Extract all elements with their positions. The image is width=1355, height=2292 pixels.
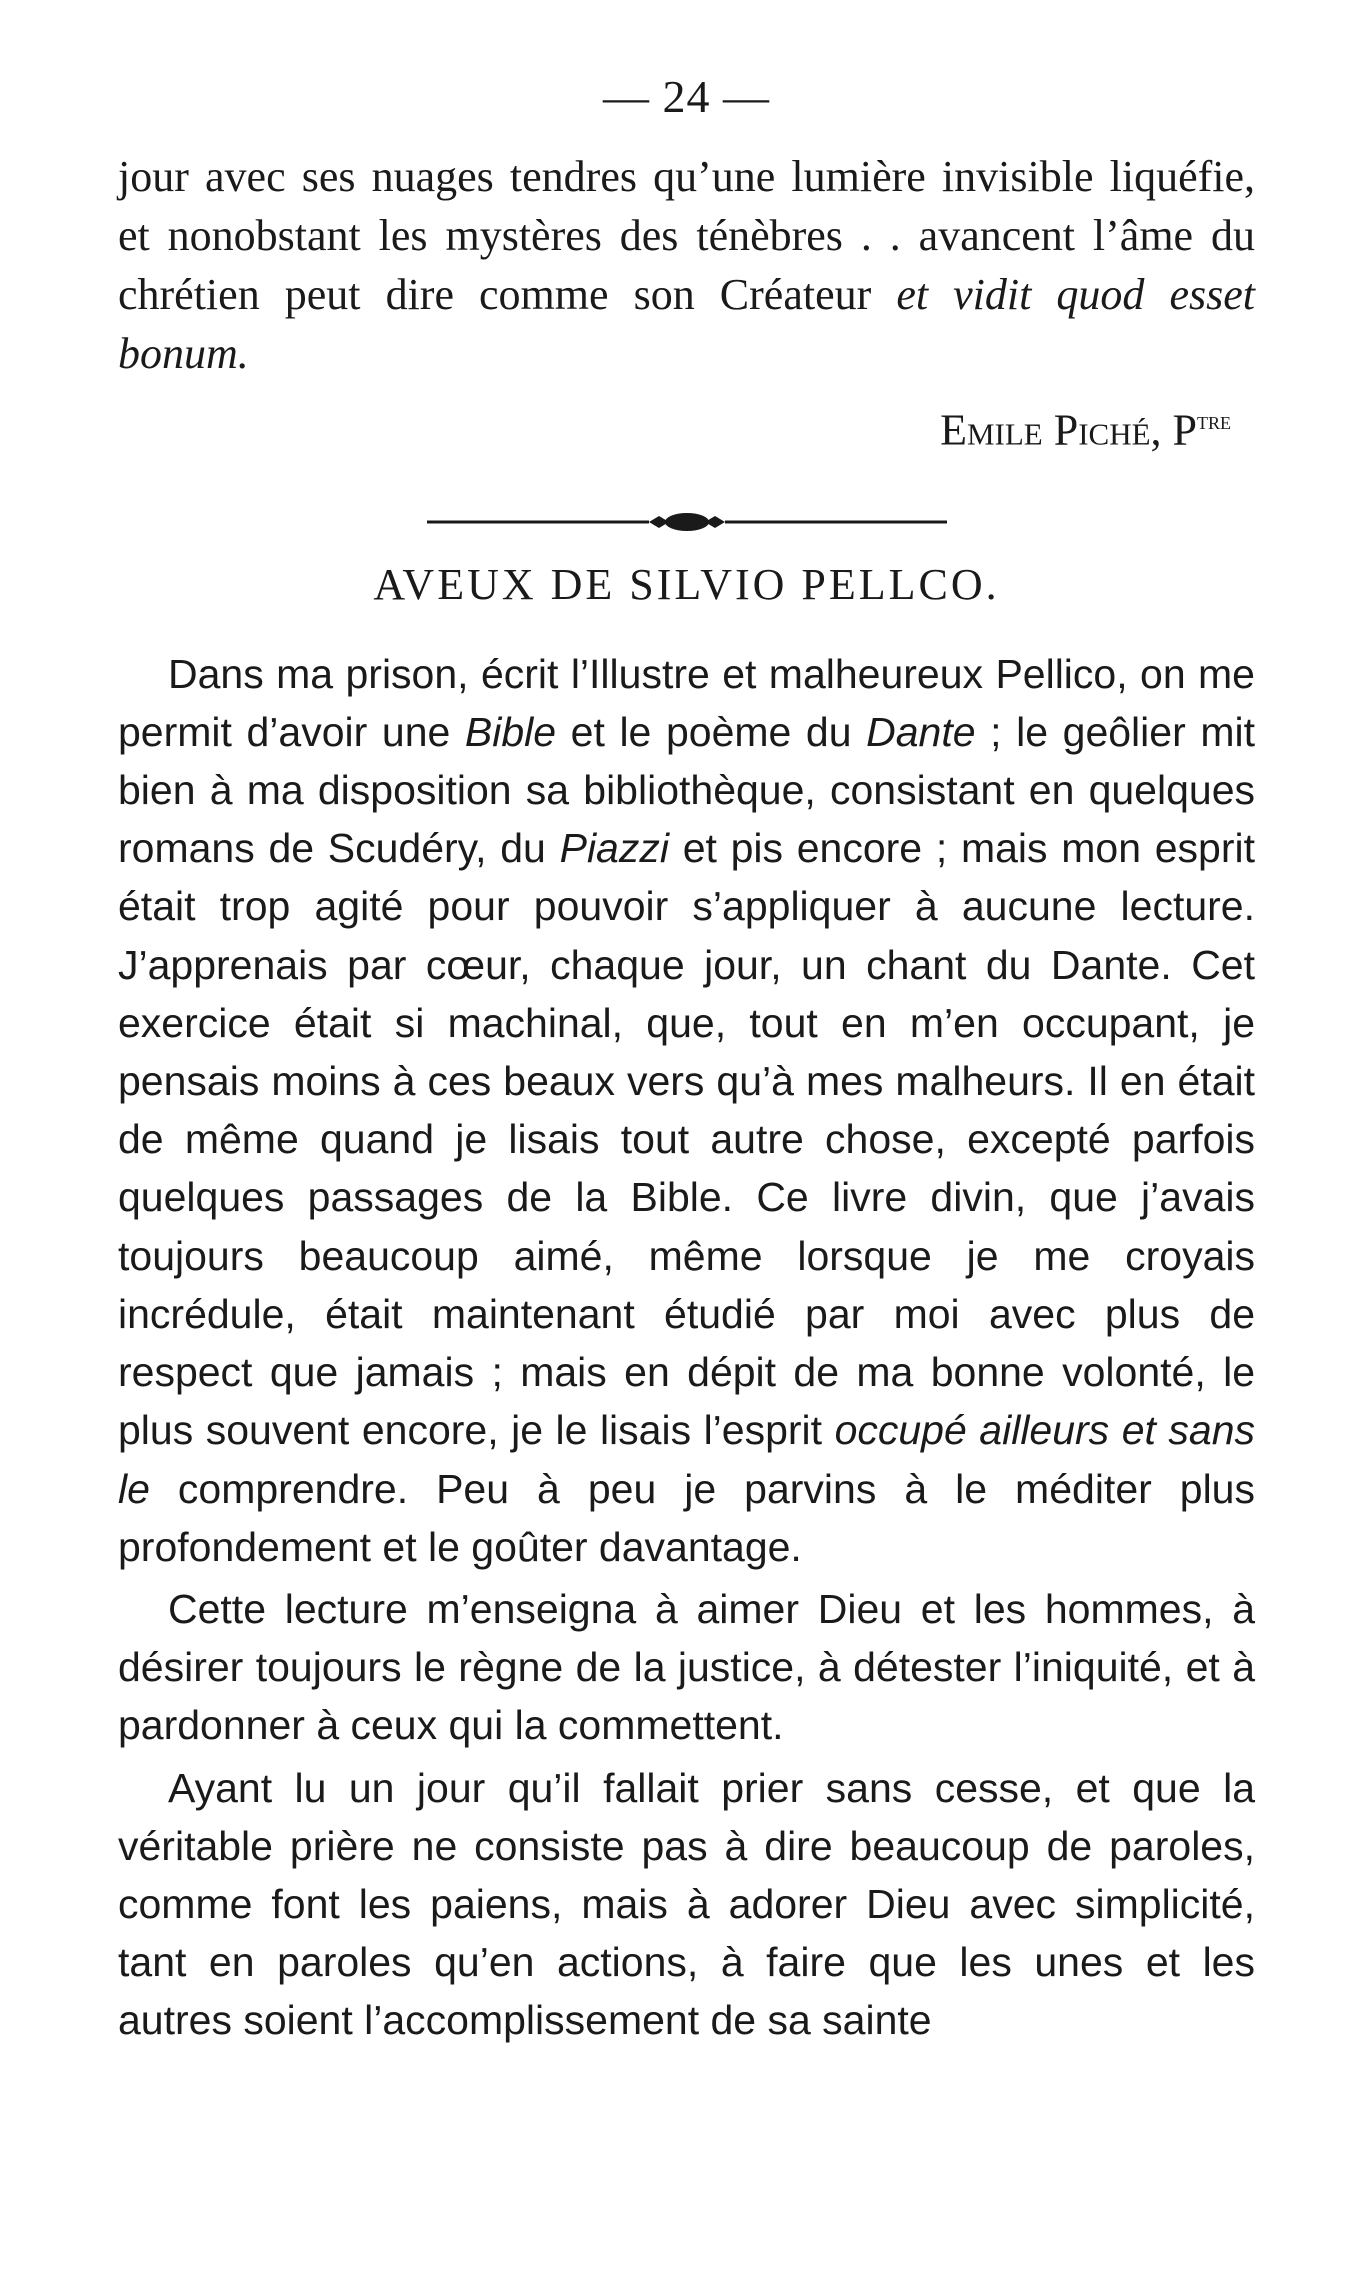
section-body [118,645,1255,2050]
italic-piazzi: Piazzi [559,825,669,872]
paragraph-1-text-d: et pis encore ; mais mon esprit était trop agité pour pouvoir s’appliquer à aucune lecture. J’apprenais par cœur, chaque jour, un chant du Dante. Cet exercice était si machinal, que, tout en m’en occupant, je pensais moins à ces beaux vers qu’à mes malheurs. Il en était de même quand je lisais tout autre chose, excepté parfois quelques passages de la Bible. Ce livre divin, que j’avais toujours beaucoup aimé, même lorsque je me croyais incrédule, était maintenant étudié par moi avec plus de respect que jamais ; mais en dépit de ma bonne volonté, le plus souvent encore, je le lisais l’esprit [118,825,1255,1454]
author-signature [118,391,1231,461]
paragraph-2: Cette lecture m’enseigna à aimer Dieu et les hommes, à désirer toujours le règne de la justice, à détester l’iniquité, et à pardonner à ceux qui la commettent. [118,1585,1255,1749]
latin-quote: et vidit quod esset bonum. [118,270,1255,378]
paragraph-3: Ayant lu un jour qu’il fallait prier sans cesse, et que la véritable prière ne consiste pas à dire beaucoup de paroles, comme font les paiens, mais à adorer Dieu avec simplicité, tant en paroles qu’en actions, à faire que les unes et les autres soient l’accomplissement de sa sainte [118,1764,1255,2044]
signature-name: Emile Piché, P [940,405,1197,455]
signature-suffix: tre [1197,406,1231,435]
continued-paragraph [118,147,1255,383]
page-number: — 24 — [603,71,770,122]
paragraph-1-text-a: Dans ma prison, écrit l’Illustre et malheureux Pellico, on me permit d’avoir une [118,650,1255,755]
paragraph-1-text-b: et le poème du [556,708,867,755]
italic-bible: Bible [464,708,557,755]
continued-text: jour avec ses nuages tendres qu’une lumière invisible liquéfie, et nonobstant les mystères des ténèbres . . avancent l’âme du chrétien peut dire comme son Créateur [118,152,1255,319]
italic-phrase: occupé ailleurs et sans le [118,1407,1256,1512]
paragraph-1-text-e: comprendre. Peu à peu je parvins à le méditer plus profondement et le goûter davantage. [118,1465,1255,1570]
paragraph-1 [118,645,1255,1576]
italic-dante: Dante [866,708,976,755]
paragraph-1-text-c: ; le geôlier mit bien à ma disposition sa bibliothèque, consistant en quelques romans de Scudéry, du [118,708,1255,872]
ornamental-divider [427,507,947,537]
section-title: AVEUX DE SILVIO PELLCO. [373,559,1000,609]
